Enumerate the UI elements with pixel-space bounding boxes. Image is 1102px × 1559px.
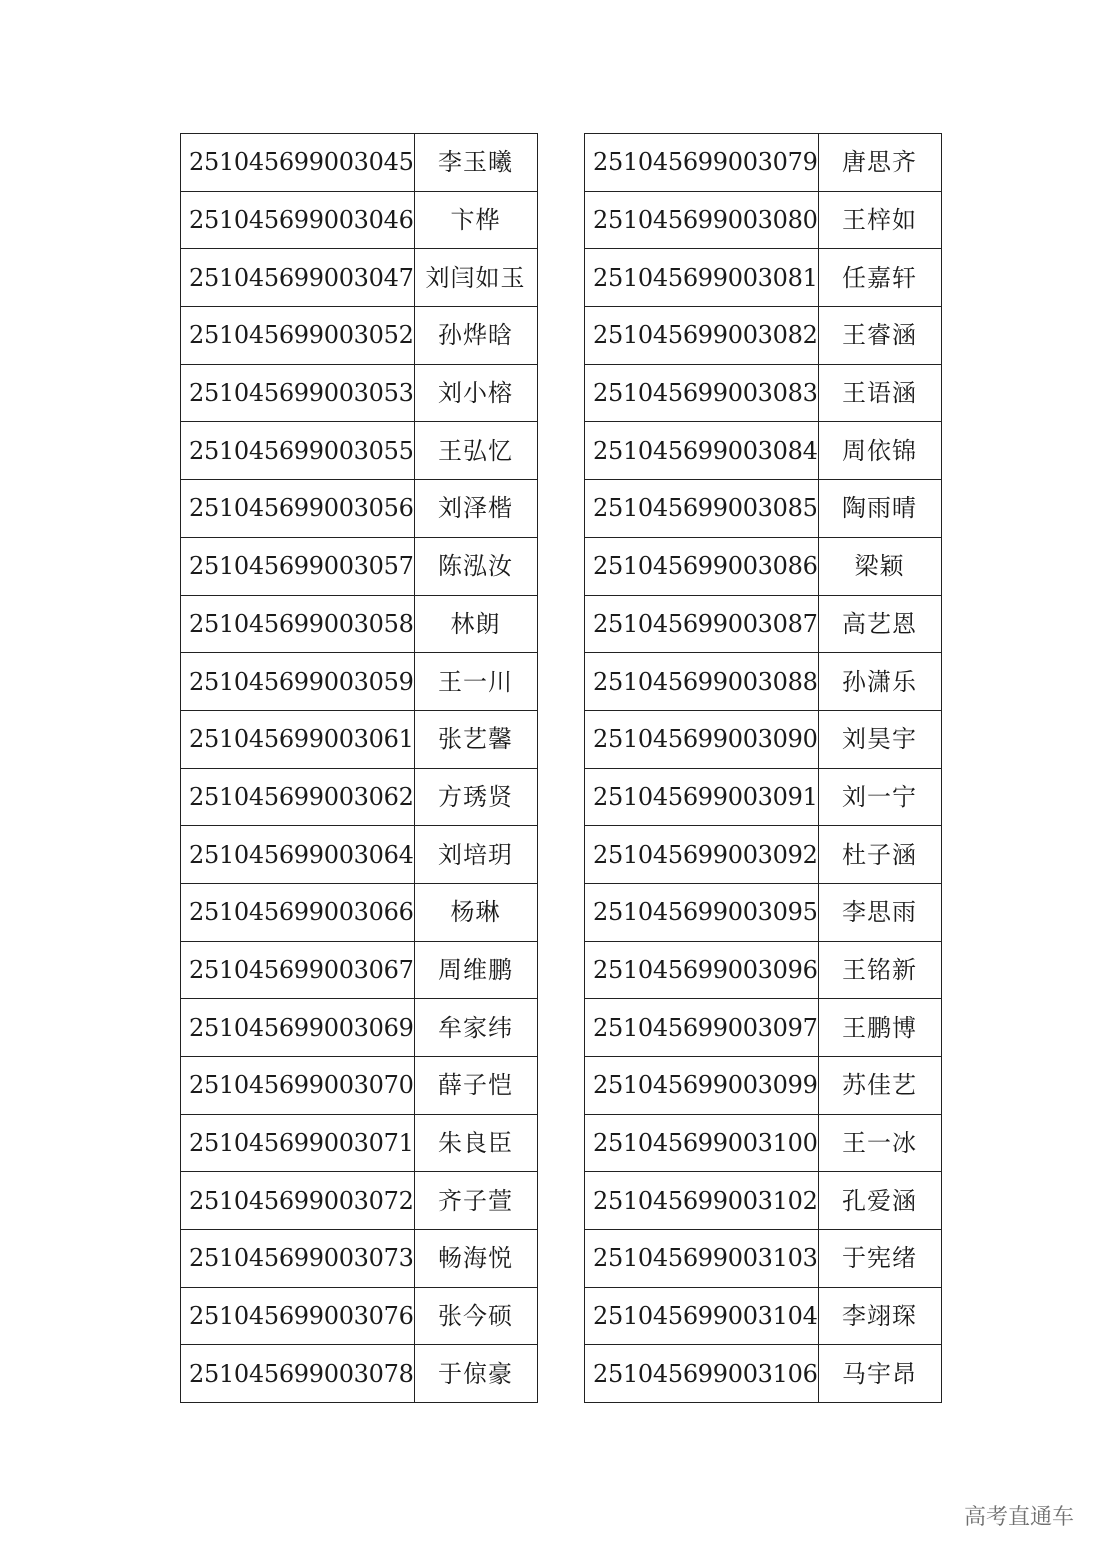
exam-id-cell: 251045699003097 (585, 999, 819, 1057)
student-name-cell: 薛子恺 (414, 1057, 537, 1115)
student-name-cell: 牟家纬 (414, 999, 537, 1057)
watermark-text: 高考直通车 (963, 1505, 1074, 1530)
table-row (181, 1172, 538, 1230)
roster-table-right-body (585, 134, 942, 1403)
exam-id-cell: 251045699003090 (585, 710, 819, 768)
table-row (585, 826, 942, 884)
exam-id-cell: 251045699003092 (585, 826, 819, 884)
student-name-cell: 张艺馨 (414, 710, 537, 768)
student-name-cell: 陈泓汝 (414, 537, 537, 595)
exam-id-cell: 251045699003046 (181, 191, 415, 249)
table-row (585, 134, 942, 192)
table-row (181, 537, 538, 595)
table-row (585, 1057, 942, 1115)
exam-id-cell: 251045699003056 (181, 480, 415, 538)
table-row (585, 653, 942, 711)
roster-table-right (584, 133, 942, 1403)
student-name-cell: 齐子萱 (414, 1172, 537, 1230)
student-name-cell: 陶雨晴 (818, 480, 941, 538)
student-name-cell: 刘昊宇 (818, 710, 941, 768)
table-row (585, 249, 942, 307)
student-name-cell: 王一川 (414, 653, 537, 711)
student-name-cell: 王梓如 (818, 191, 941, 249)
table-row (585, 364, 942, 422)
table-row (181, 595, 538, 653)
table-row (585, 1114, 942, 1172)
exam-id-cell: 251045699003045 (181, 134, 415, 192)
exam-id-cell: 251045699003053 (181, 364, 415, 422)
student-name-cell: 高艺恩 (818, 595, 941, 653)
exam-id-cell: 251045699003088 (585, 653, 819, 711)
student-name-cell: 方琇贤 (414, 768, 537, 826)
student-name-cell: 刘一宁 (818, 768, 941, 826)
exam-id-cell: 251045699003102 (585, 1172, 819, 1230)
table-row (585, 480, 942, 538)
student-name-cell: 苏佳艺 (818, 1057, 941, 1115)
roster-table-left (180, 133, 538, 1403)
student-name-cell: 李翊琛 (818, 1287, 941, 1345)
exam-id-cell: 251045699003096 (585, 941, 819, 999)
exam-id-cell: 251045699003058 (181, 595, 415, 653)
student-name-cell: 李玉曦 (414, 134, 537, 192)
student-name-cell: 周维鹏 (414, 941, 537, 999)
exam-id-cell: 251045699003070 (181, 1057, 415, 1115)
table-row (181, 883, 538, 941)
table-row (181, 768, 538, 826)
exam-id-cell: 251045699003052 (181, 307, 415, 365)
table-row (181, 1345, 538, 1403)
exam-id-cell: 251045699003069 (181, 999, 415, 1057)
student-name-cell: 王弘忆 (414, 422, 537, 480)
exam-id-cell: 251045699003061 (181, 710, 415, 768)
exam-id-cell: 251045699003055 (181, 422, 415, 480)
student-name-cell: 朱良臣 (414, 1114, 537, 1172)
exam-id-cell: 251045699003071 (181, 1114, 415, 1172)
table-row (585, 1230, 942, 1288)
table-row (585, 1345, 942, 1403)
table-row (585, 883, 942, 941)
student-name-cell: 任嘉轩 (818, 249, 941, 307)
table-row (585, 537, 942, 595)
table-row (585, 1287, 942, 1345)
student-name-cell: 孙潇乐 (818, 653, 941, 711)
table-row (585, 307, 942, 365)
exam-id-cell: 251045699003106 (585, 1345, 819, 1403)
student-name-cell: 孙烨晗 (414, 307, 537, 365)
roster-table-left-body (181, 134, 538, 1403)
exam-id-cell: 251045699003083 (585, 364, 819, 422)
table-row (181, 422, 538, 480)
student-name-cell: 王睿涵 (818, 307, 941, 365)
student-name-cell: 梁颖 (818, 537, 941, 595)
student-name-cell: 于宪绪 (818, 1230, 941, 1288)
student-name-cell: 周依锦 (818, 422, 941, 480)
exam-id-cell: 251045699003087 (585, 595, 819, 653)
exam-id-cell: 251045699003073 (181, 1230, 415, 1288)
table-row (181, 480, 538, 538)
table-row (181, 1057, 538, 1115)
table-row (181, 1287, 538, 1345)
student-name-cell: 刘小榕 (414, 364, 537, 422)
student-name-cell: 刘培玥 (414, 826, 537, 884)
exam-id-cell: 251045699003081 (585, 249, 819, 307)
student-name-cell: 于倞豪 (414, 1345, 537, 1403)
table-row (181, 364, 538, 422)
table-row (585, 768, 942, 826)
exam-id-cell: 251045699003104 (585, 1287, 819, 1345)
table-row (181, 826, 538, 884)
student-name-cell: 卞桦 (414, 191, 537, 249)
table-row (585, 191, 942, 249)
exam-id-cell: 251045699003059 (181, 653, 415, 711)
table-row (181, 999, 538, 1057)
table-row (585, 710, 942, 768)
table-row (181, 710, 538, 768)
student-name-cell: 马宇昂 (818, 1345, 941, 1403)
student-name-cell: 王语涵 (818, 364, 941, 422)
exam-id-cell: 251045699003047 (181, 249, 415, 307)
exam-id-cell: 251045699003067 (181, 941, 415, 999)
student-name-cell: 林朗 (414, 595, 537, 653)
table-row (181, 307, 538, 365)
exam-id-cell: 251045699003103 (585, 1230, 819, 1288)
student-name-cell: 王鹏博 (818, 999, 941, 1057)
exam-id-cell: 251045699003064 (181, 826, 415, 884)
exam-id-cell: 251045699003072 (181, 1172, 415, 1230)
table-row (181, 191, 538, 249)
exam-id-cell: 251045699003082 (585, 307, 819, 365)
exam-id-cell: 251045699003076 (181, 1287, 415, 1345)
student-name-cell: 刘闫如玉 (414, 249, 537, 307)
table-row (585, 422, 942, 480)
exam-id-cell: 251045699003095 (585, 883, 819, 941)
exam-id-cell: 251045699003080 (585, 191, 819, 249)
table-row (585, 1172, 942, 1230)
table-row (181, 249, 538, 307)
student-name-cell: 王铭新 (818, 941, 941, 999)
exam-id-cell: 251045699003066 (181, 883, 415, 941)
student-name-cell: 王一冰 (818, 1114, 941, 1172)
table-row (181, 653, 538, 711)
student-name-cell: 畅海悦 (414, 1230, 537, 1288)
exam-id-cell: 251045699003086 (585, 537, 819, 595)
exam-id-cell: 251045699003100 (585, 1114, 819, 1172)
table-row (181, 941, 538, 999)
student-name-cell: 杜子涵 (818, 826, 941, 884)
student-name-cell: 张今硕 (414, 1287, 537, 1345)
table-row (585, 595, 942, 653)
exam-id-cell: 251045699003085 (585, 480, 819, 538)
exam-id-cell: 251045699003099 (585, 1057, 819, 1115)
table-row (585, 999, 942, 1057)
table-row (181, 1114, 538, 1172)
student-name-cell: 杨琳 (414, 883, 537, 941)
table-row (181, 1230, 538, 1288)
student-name-cell: 李思雨 (818, 883, 941, 941)
table-row (585, 941, 942, 999)
exam-id-cell: 251045699003078 (181, 1345, 415, 1403)
exam-id-cell: 251045699003084 (585, 422, 819, 480)
table-row (181, 134, 538, 192)
exam-id-cell: 251045699003057 (181, 537, 415, 595)
student-name-cell: 孔爱涵 (818, 1172, 941, 1230)
exam-id-cell: 251045699003079 (585, 134, 819, 192)
exam-id-cell: 251045699003062 (181, 768, 415, 826)
student-name-cell: 刘泽楷 (414, 480, 537, 538)
exam-id-cell: 251045699003091 (585, 768, 819, 826)
student-name-cell: 唐思齐 (818, 134, 941, 192)
